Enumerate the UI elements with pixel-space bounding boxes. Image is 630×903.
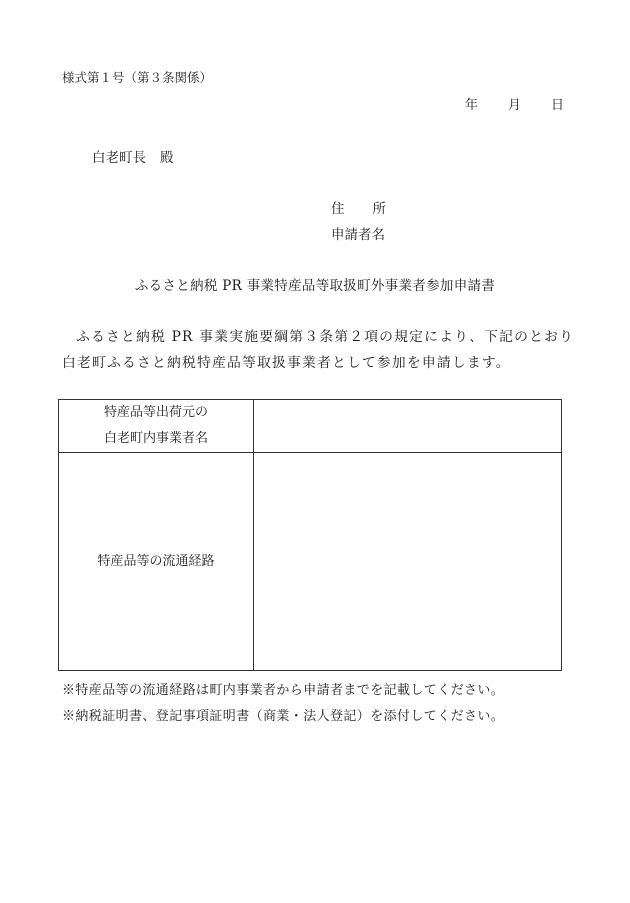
table-row xyxy=(59,453,562,671)
date-day-label: 日 xyxy=(550,98,564,113)
addressee xyxy=(92,146,174,166)
body-line-1-text: ふるさと納税 PR 事業実施要綱第３条第２項の規定により、下記のとおり xyxy=(76,329,575,345)
body-paragraph-line-2: 白老町ふるさと納税特産品等取扱事業者として参加を申請します。 xyxy=(62,355,511,371)
address-char-1: 住 xyxy=(331,201,345,217)
date-year-label: 年 xyxy=(464,98,478,113)
date-month-label: 月 xyxy=(507,98,521,113)
shipper-name-field[interactable] xyxy=(254,400,562,453)
addressee-name: 白老町長 xyxy=(92,150,146,166)
table-row xyxy=(59,400,562,453)
shipper-name-label-cell xyxy=(59,400,254,453)
form-number: 様式第１号（第３条関係） xyxy=(62,70,213,85)
address-char-2: 所 xyxy=(372,201,386,217)
addressee-honorific: 殿 xyxy=(160,150,174,166)
applicant-name-label: 申請者名 xyxy=(331,227,385,243)
distribution-route-field[interactable] xyxy=(254,453,562,671)
application-table xyxy=(58,399,562,671)
date-line xyxy=(465,94,564,113)
shipper-label-line-2: 白老町内事業者名 xyxy=(103,431,208,446)
distribution-route-label-cell xyxy=(59,453,254,671)
document-title: ふるさと納税 PR 事業特産品等取扱町外事業者参加申請書 xyxy=(134,278,496,294)
note-attachments: ※納税証明書、登記事項証明書（商業・法人登記）を添付してください。 xyxy=(62,709,505,724)
applicant-address-label xyxy=(331,197,386,217)
body-paragraph-line-1 xyxy=(62,325,574,345)
distribution-route-label: 特産品等の流通経路 xyxy=(97,553,215,569)
note-distribution-route: ※特産品等の流通経路は町内事業者から申請者までを記載してください。 xyxy=(62,683,505,698)
shipper-label-line-1: 特産品等出荷元の xyxy=(103,405,208,420)
